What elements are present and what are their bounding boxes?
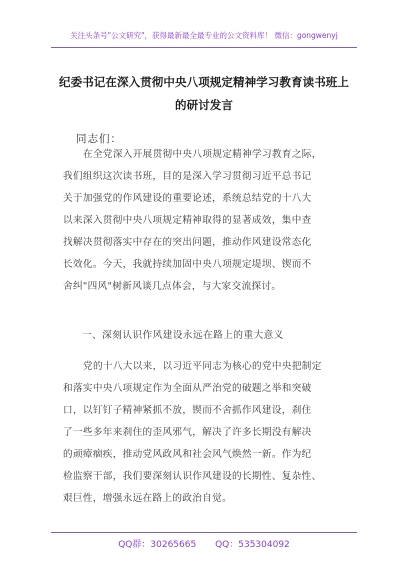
paragraph-line: 了一些多年来刹住的歪风邪气，解决了许多长期没有解决 [63, 427, 312, 438]
footer [0, 537, 408, 550]
footer-qq-group: QQ群：30265665 [118, 540, 197, 550]
paragraph-line: 舍纠"四风"树新风谈几点体会，与大家交流探讨。 [63, 281, 282, 292]
paragraph-line: 口，以钉钉子精神紧抓不放，锲而不舍抓作风建设，刹住 [63, 405, 312, 416]
section-heading: 一、深刻认识作风建设永远在路上的重大意义 [82, 330, 284, 341]
paragraph-line: 艰巨性，增强永远在路上的政治自觉。 [63, 493, 233, 504]
paragraph-line: 在全党深入开展贯彻中央八项规定精神学习教育之际， [83, 149, 322, 160]
paragraph-line: 检监察干部，我们要深刻认识作风建设的长期性、复杂性、 [63, 471, 322, 482]
paragraph-line: 我们组织这次读书班，目的是深入学习贯彻习近平总书记 [63, 171, 312, 182]
title-line: 的研讨发言 [175, 98, 233, 112]
paragraph-line: 长效化。今天，我就持续加固中央八项规定堤坝、锲而不 [63, 259, 312, 270]
footer-divider [51, 532, 357, 533]
title-line: 纪委书记在深入贯彻中央八项规定精神学习教育读书班上 [59, 75, 349, 89]
header-banner: 关注头条号"公文研究"，获得最新最全最专业的公文资料库！ 微信：gongwenyj [70, 31, 338, 40]
paragraph-line: 的顽瘴痼疾，推动党风政风和社会风气焕然一新。作为纪 [63, 449, 312, 460]
document-title [50, 71, 358, 117]
paragraph-line: 以来深入贯彻中央八项规定精神取得的显著成效，集中查 [63, 215, 312, 226]
footer-qq: QQ：535304092 [215, 540, 290, 550]
salutation: 同志们： [76, 133, 122, 145]
paragraph-line: 关于加强党的作风建设的重要论述，系统总结党的十八大 [63, 193, 312, 204]
paragraph-line: 找解决贯彻落实中存在的突出问题，推动作风建设常态化 [63, 237, 312, 248]
header-divider [51, 47, 357, 48]
paragraph-intro [63, 144, 353, 298]
paragraph-section-1 [63, 356, 353, 510]
paragraph-line: 和落实中央八项规定作为全面从严治党的破题之举和突破 [63, 383, 312, 394]
paragraph-line: 党的十八大以来，以习近平同志为核心的党中央把制定 [83, 361, 322, 372]
